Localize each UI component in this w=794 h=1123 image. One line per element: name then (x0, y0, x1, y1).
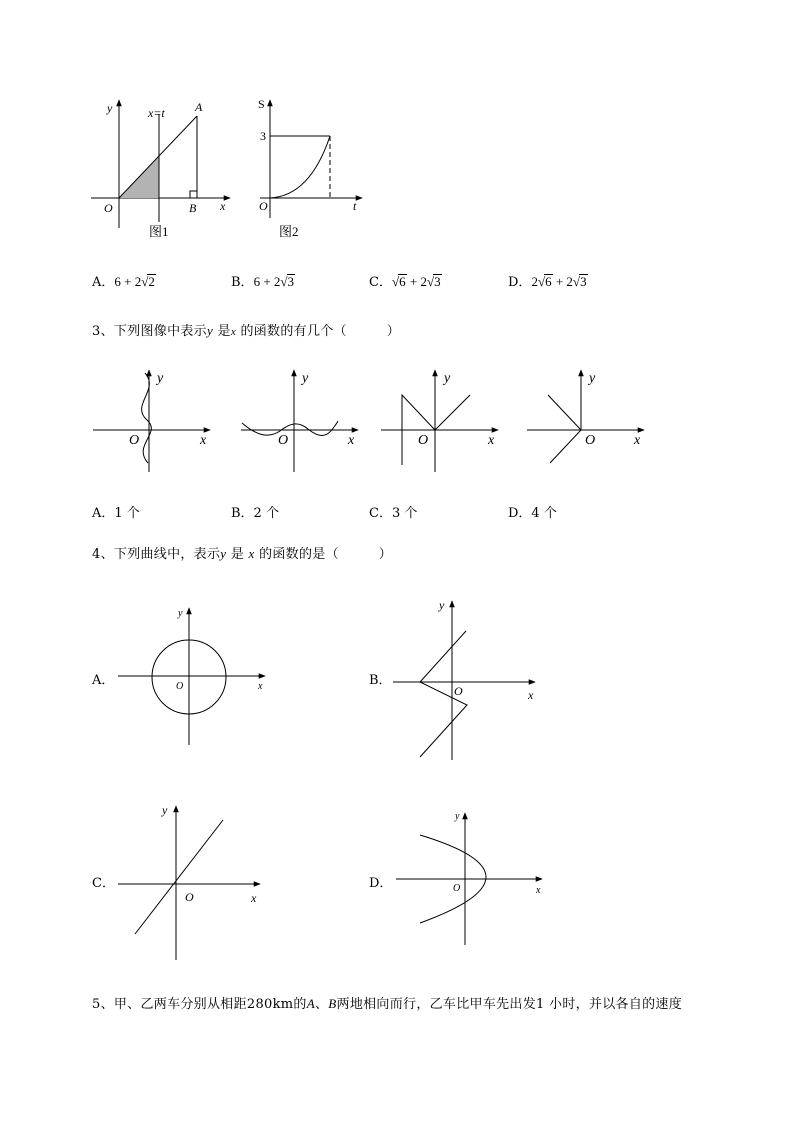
figure-2-caption: 图2 (279, 224, 299, 239)
svg-text:y: y (439, 598, 445, 612)
q4-graph-b (390, 595, 550, 765)
q3-graph-4 (524, 365, 654, 475)
q3-option-a: A．1 个 (92, 506, 140, 521)
q2-option-c: C．√6 + 2√3 (369, 274, 441, 290)
q4-graph-c (115, 800, 275, 965)
svg-text:x: x (200, 433, 207, 448)
figure-1 (88, 92, 238, 242)
svg-text:x: x (634, 433, 641, 448)
q3-graph-1 (90, 365, 220, 475)
q5-stem: 5、甲、乙两车分别从相距280km的A、B两地相向而行，乙车比甲车先出发1 小时，并以各自的速度 (92, 996, 683, 1012)
q4-graph-d (390, 805, 550, 950)
svg-text:O: O (585, 433, 596, 448)
q3-graph-2 (238, 365, 368, 475)
line-curve (135, 820, 223, 934)
wavy-curve (142, 373, 152, 463)
svg-text:O: O (176, 681, 184, 692)
label-t: t (353, 199, 357, 213)
label-x: x (220, 199, 226, 213)
label-b: B (189, 201, 197, 215)
svg-text:x: x (528, 688, 534, 702)
svg-text:y: y (178, 608, 183, 619)
svg-text:x: x (536, 885, 541, 896)
svg-text:O: O (129, 433, 140, 448)
label-a: A (195, 100, 203, 114)
q4-option-b-letter: B． (369, 673, 392, 688)
svg-text:O: O (278, 433, 289, 448)
svg-text:O: O (453, 883, 461, 894)
angle-graph (548, 395, 581, 463)
q4-option-d-letter: D． (369, 876, 393, 891)
svg-text:y: y (302, 371, 309, 386)
label-x-equals-t: x=t (148, 106, 165, 120)
label-origin: O (104, 201, 113, 215)
label-s: S (258, 97, 265, 111)
svg-text:O: O (454, 684, 463, 698)
svg-text:x: x (488, 433, 495, 448)
q2-option-b: B．6 + 2√3 (231, 274, 295, 290)
svg-text:x: x (258, 681, 263, 692)
svg-text:x: x (348, 433, 355, 448)
q3-graph-3 (378, 365, 508, 475)
figure-1-caption: 图1 (149, 224, 169, 239)
q4-stem: 4、下列曲线中，表示y 是 x 的函数的是（ ） (92, 546, 393, 562)
q2-option-d: D．2√6 + 2√3 (508, 274, 587, 290)
q4-option-a-letter: A． (92, 673, 115, 688)
right-angle-mark (190, 191, 197, 198)
label-3: 3 (260, 129, 266, 143)
svg-text:y: y (455, 811, 460, 822)
wave-curve (242, 421, 338, 436)
q3-option-c: C．3 个 (369, 506, 418, 521)
svg-text:O: O (185, 890, 194, 904)
q3-option-b: B．2 个 (231, 506, 279, 521)
svg-text:y: y (157, 371, 164, 386)
figure-2 (250, 92, 370, 242)
svg-text:O: O (418, 433, 429, 448)
label-origin: O (259, 199, 268, 213)
svg-text:y: y (162, 803, 168, 817)
svg-text:y: y (444, 371, 451, 386)
svg-text:y: y (589, 371, 596, 386)
q4-option-c-letter: C． (92, 876, 115, 891)
label-y: y (107, 101, 113, 115)
q3-stem: 3、下列图像中表示y 是x 的函数的有几个（ ） (92, 323, 401, 339)
curve (270, 136, 330, 198)
q2-option-a: A．6 + 2√2 (92, 274, 155, 290)
q4-graph-a (115, 600, 275, 750)
q3-option-d: D．4 个 (508, 506, 557, 521)
svg-text:x: x (251, 891, 257, 905)
